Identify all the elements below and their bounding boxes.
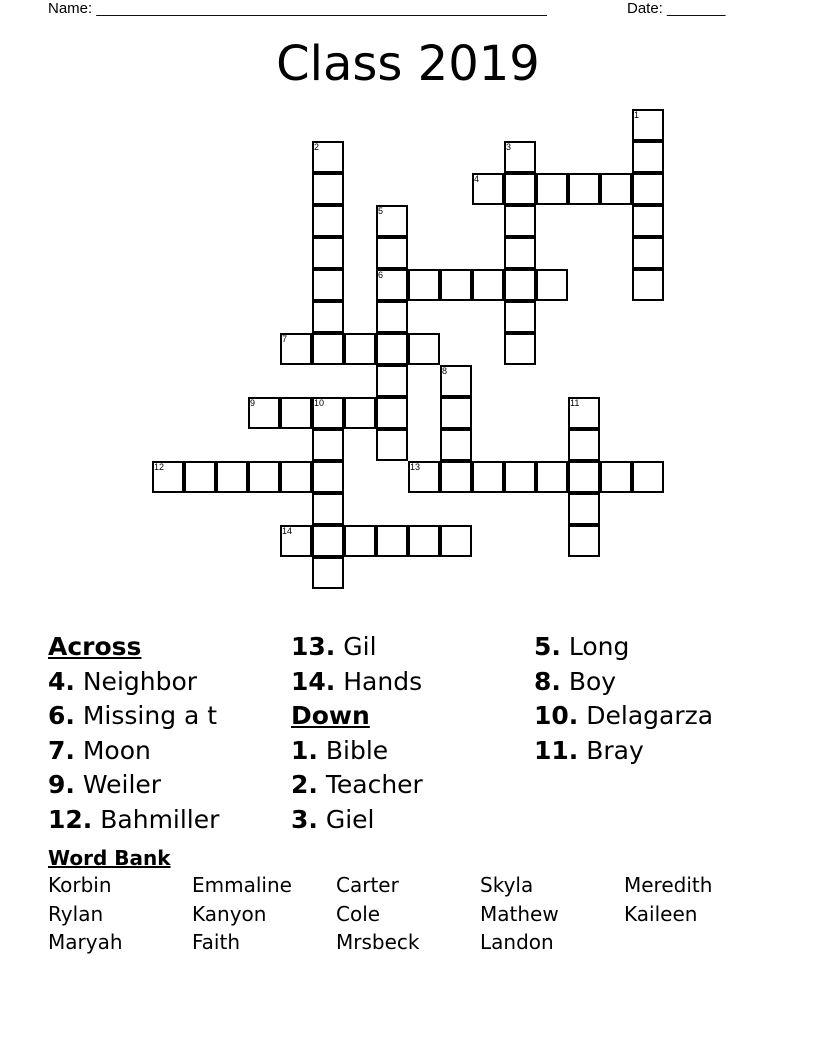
clue-item <box>48 734 288 769</box>
clue-item <box>291 734 531 769</box>
word-bank-word: Carter <box>336 873 399 897</box>
clue-text: Long <box>568 632 630 661</box>
grid-cell[interactable] <box>216 461 248 493</box>
clue-item <box>48 803 288 838</box>
grid-clue-number: 12 <box>154 462 165 472</box>
word-bank-word: Skyla <box>480 873 534 897</box>
grid-cell[interactable] <box>504 461 536 493</box>
date-field-label: Date: _______ <box>627 0 726 17</box>
across-heading: Across <box>48 632 142 661</box>
word-bank-word: Cole <box>336 902 381 926</box>
grid-cell[interactable] <box>440 461 472 493</box>
clue-item <box>534 630 774 665</box>
clue-number: 6. <box>48 701 75 730</box>
grid-cell[interactable] <box>376 525 408 557</box>
grid-cell[interactable] <box>344 525 376 557</box>
clue-text: Bahmiller <box>100 804 220 834</box>
clue-column-1 <box>48 630 288 837</box>
clue-text: Teacher <box>325 770 423 799</box>
grid-cell[interactable] <box>408 525 440 557</box>
grid-cell[interactable] <box>376 333 408 365</box>
grid-cell[interactable] <box>568 429 600 461</box>
grid-cell[interactable] <box>504 333 536 365</box>
word-bank-word: Kanyon <box>192 902 267 926</box>
grid-cell[interactable] <box>280 397 312 429</box>
grid-cell[interactable] <box>472 269 504 301</box>
grid-cell[interactable] <box>632 173 664 205</box>
clue-item <box>534 699 774 734</box>
grid-cell[interactable] <box>184 461 216 493</box>
grid-clue-number: 9 <box>250 398 256 408</box>
clue-number: 14. <box>291 666 336 696</box>
grid-cell[interactable] <box>440 525 472 557</box>
grid-clue-number: 2 <box>314 142 320 152</box>
grid-cell[interactable] <box>536 269 568 301</box>
clue-item <box>534 665 774 700</box>
word-bank-word: Faith <box>192 930 240 954</box>
clue-column-3 <box>534 630 774 768</box>
grid-clue-number: 8 <box>442 366 448 376</box>
clue-item <box>48 665 288 700</box>
down-heading: Down <box>291 701 370 730</box>
clue-number: 3. <box>291 804 318 834</box>
clue-number: 11. <box>534 735 579 765</box>
grid-cell[interactable] <box>600 173 632 205</box>
clue-item <box>534 734 774 769</box>
grid-cell[interactable] <box>568 461 600 493</box>
clue-number: 7. <box>48 735 75 765</box>
clue-text: Bray <box>586 735 644 765</box>
grid-cell[interactable] <box>600 461 632 493</box>
clue-text: Weiler <box>82 770 162 799</box>
clue-text: Missing a t <box>82 701 218 730</box>
grid-cell[interactable] <box>312 301 344 333</box>
word-bank-word: Rylan <box>48 902 104 926</box>
grid-cell[interactable] <box>536 173 568 205</box>
grid-cell[interactable] <box>344 333 376 365</box>
word-bank-word: Emmaline <box>192 873 292 897</box>
clue-number: 9. <box>48 770 75 799</box>
grid-clue-number: 5 <box>378 206 384 216</box>
clue-number: 8. <box>534 666 561 696</box>
grid-clue-number: 10 <box>314 398 325 408</box>
grid-clue-number: 7 <box>282 334 288 344</box>
grid-clue-number: 4 <box>474 174 480 184</box>
grid-cell[interactable] <box>632 205 664 237</box>
clue-text: Neighbor <box>82 666 198 696</box>
grid-cell[interactable] <box>440 397 472 429</box>
word-bank-word: Landon <box>480 930 554 954</box>
clue-item <box>48 768 288 803</box>
clue-number: 4. <box>48 666 75 696</box>
grid-clue-number: 14 <box>282 526 293 536</box>
page-title: Class 2019 <box>276 36 540 92</box>
clue-text: Gil <box>343 632 377 661</box>
clue-item <box>291 768 531 803</box>
grid-cell[interactable] <box>312 333 344 365</box>
clue-text: Hands <box>343 666 423 696</box>
grid-cell[interactable] <box>376 397 408 429</box>
word-bank-word: Mrsbeck <box>336 930 420 954</box>
grid-cell[interactable] <box>632 269 664 301</box>
grid-cell[interactable] <box>376 365 408 397</box>
grid-cell[interactable] <box>344 397 376 429</box>
grid-cell[interactable] <box>504 205 536 237</box>
clue-item <box>48 699 288 734</box>
clue-item <box>291 665 531 700</box>
grid-cell[interactable] <box>440 429 472 461</box>
word-bank-title: Word Bank <box>48 846 171 870</box>
clue-number: 12. <box>48 804 93 834</box>
clue-number: 1. <box>291 735 318 765</box>
grid-cell[interactable] <box>568 173 600 205</box>
clue-number: 13. <box>291 632 336 661</box>
grid-cell[interactable] <box>472 461 504 493</box>
clue-text: Giel <box>325 804 375 834</box>
word-bank-word: Kaileen <box>624 902 698 926</box>
grid-cell[interactable] <box>376 429 408 461</box>
word-bank-word: Mathew <box>480 902 559 926</box>
grid-cell[interactable] <box>280 461 312 493</box>
grid-cell[interactable] <box>536 461 568 493</box>
grid-clue-number: 6 <box>378 270 384 280</box>
word-bank-word: Meredith <box>624 873 713 897</box>
word-bank-word: Korbin <box>48 873 112 897</box>
grid-cell[interactable] <box>568 493 600 525</box>
grid-clue-number: 11 <box>570 398 580 408</box>
grid-cell[interactable] <box>408 269 440 301</box>
grid-cell[interactable] <box>312 461 344 493</box>
grid-cell[interactable] <box>376 301 408 333</box>
grid-cell[interactable] <box>440 269 472 301</box>
grid-cell[interactable] <box>312 493 344 525</box>
clue-column-2 <box>291 630 531 837</box>
clue-number: 5. <box>534 632 561 661</box>
grid-cell[interactable] <box>312 173 344 205</box>
grid-cell[interactable] <box>312 525 344 557</box>
word-bank-word: Maryah <box>48 930 123 954</box>
grid-cell[interactable] <box>568 525 600 557</box>
grid-cell[interactable] <box>312 429 344 461</box>
grid-cell[interactable] <box>248 461 280 493</box>
clue-number: 2. <box>291 770 318 799</box>
grid-cell[interactable] <box>408 333 440 365</box>
grid-clue-number: 1 <box>634 110 640 120</box>
clue-text: Boy <box>568 666 617 696</box>
clue-text: Moon <box>82 735 151 765</box>
clue-item <box>291 630 531 665</box>
grid-cell[interactable] <box>312 557 344 589</box>
clue-text: Delagarza <box>586 701 714 730</box>
clue-item <box>291 803 531 838</box>
grid-cell[interactable] <box>632 237 664 269</box>
grid-clue-number: 3 <box>506 142 512 152</box>
clue-text: Bible <box>325 735 389 765</box>
grid-cell[interactable] <box>504 237 536 269</box>
grid-clue-number: 13 <box>410 462 421 472</box>
grid-cell[interactable] <box>504 173 536 205</box>
grid-cell[interactable] <box>504 301 536 333</box>
grid-cell[interactable] <box>376 237 408 269</box>
grid-cell[interactable] <box>312 269 344 301</box>
grid-cell[interactable] <box>312 205 344 237</box>
grid-cell[interactable] <box>504 269 536 301</box>
clue-number: 10. <box>534 701 579 730</box>
name-field-label: Name: ______________________________________________________ <box>48 0 547 17</box>
grid-cell[interactable] <box>632 141 664 173</box>
grid-cell[interactable] <box>632 461 664 493</box>
grid-cell[interactable] <box>312 237 344 269</box>
